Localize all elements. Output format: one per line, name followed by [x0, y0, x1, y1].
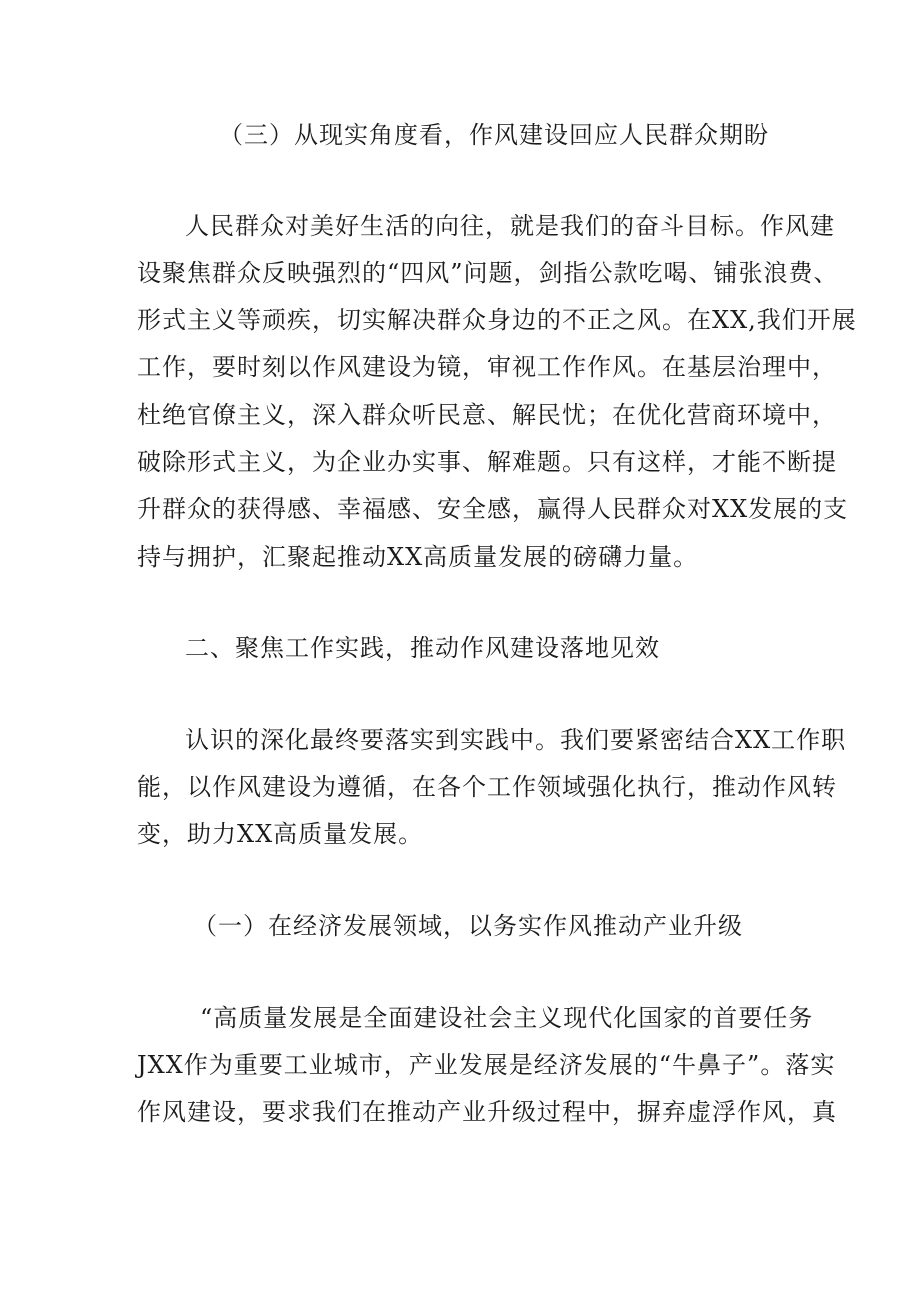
paragraph-1-line-4: 工作，要时刻以作风建设为镜，审视工作作风。在基层治理中，	[137, 353, 837, 381]
subheading-3: （三）从现实角度看，作风建设回应人民群众期盼	[219, 121, 769, 149]
paragraph-1-line-6: 破除形式主义，为企业办实事、解难题。只有这样，才能不断提	[137, 448, 837, 476]
paragraph-2-line-2: 能，以作风建设为遵循，在各个工作领域强化执行，推动作风转	[137, 773, 837, 801]
paragraph-1-line-2: 设聚焦群众反映强烈的“四风”问题，剑指公款吃喝、铺张浪费、	[137, 259, 839, 287]
paragraph-2-line-1: 认识的深化最终要落实到实践中。我们要紧密结合XX工作职	[185, 726, 847, 754]
paragraph-2-line-3: 变，助力XX高质量发展。	[137, 820, 424, 848]
section-heading-2: 二、聚焦工作实践，推动作风建设落地见效	[185, 634, 660, 662]
paragraph-1-line-8: 持与拥护，汇聚起推动XX高质量发展的磅礴力量。	[137, 543, 699, 571]
paragraph-1-line-5: 杜绝官僚主义，深入群众听民意、解民忧；在优化营商环境中，	[137, 401, 837, 429]
paragraph-3-line-3: 作风建设，要求我们在推动产业升级过程中，摒弃虚浮作风，真	[137, 1098, 837, 1126]
paragraph-3-line-1: “高质量发展是全面建设社会主义现代化国家的首要任务	[200, 1004, 814, 1032]
paragraph-1-line-1: 人民群众对美好生活的向往，就是我们的奋斗目标。作风建	[185, 212, 835, 240]
paragraph-1-line-3: 形式主义等顽疾，切实解决群众身边的不正之风。在XX,我们开展	[137, 306, 857, 334]
subheading-1: （一）在经济发展领域，以务实作风推动产业升级	[193, 912, 743, 940]
paragraph-1-line-7: 升群众的获得感、幸福感、安全感，赢得人民群众对XX发展的支	[137, 495, 849, 523]
paragraph-3-line-2: JXX作为重要工业城市，产业发展是经济发展的“牛鼻子”。落实	[137, 1051, 836, 1079]
